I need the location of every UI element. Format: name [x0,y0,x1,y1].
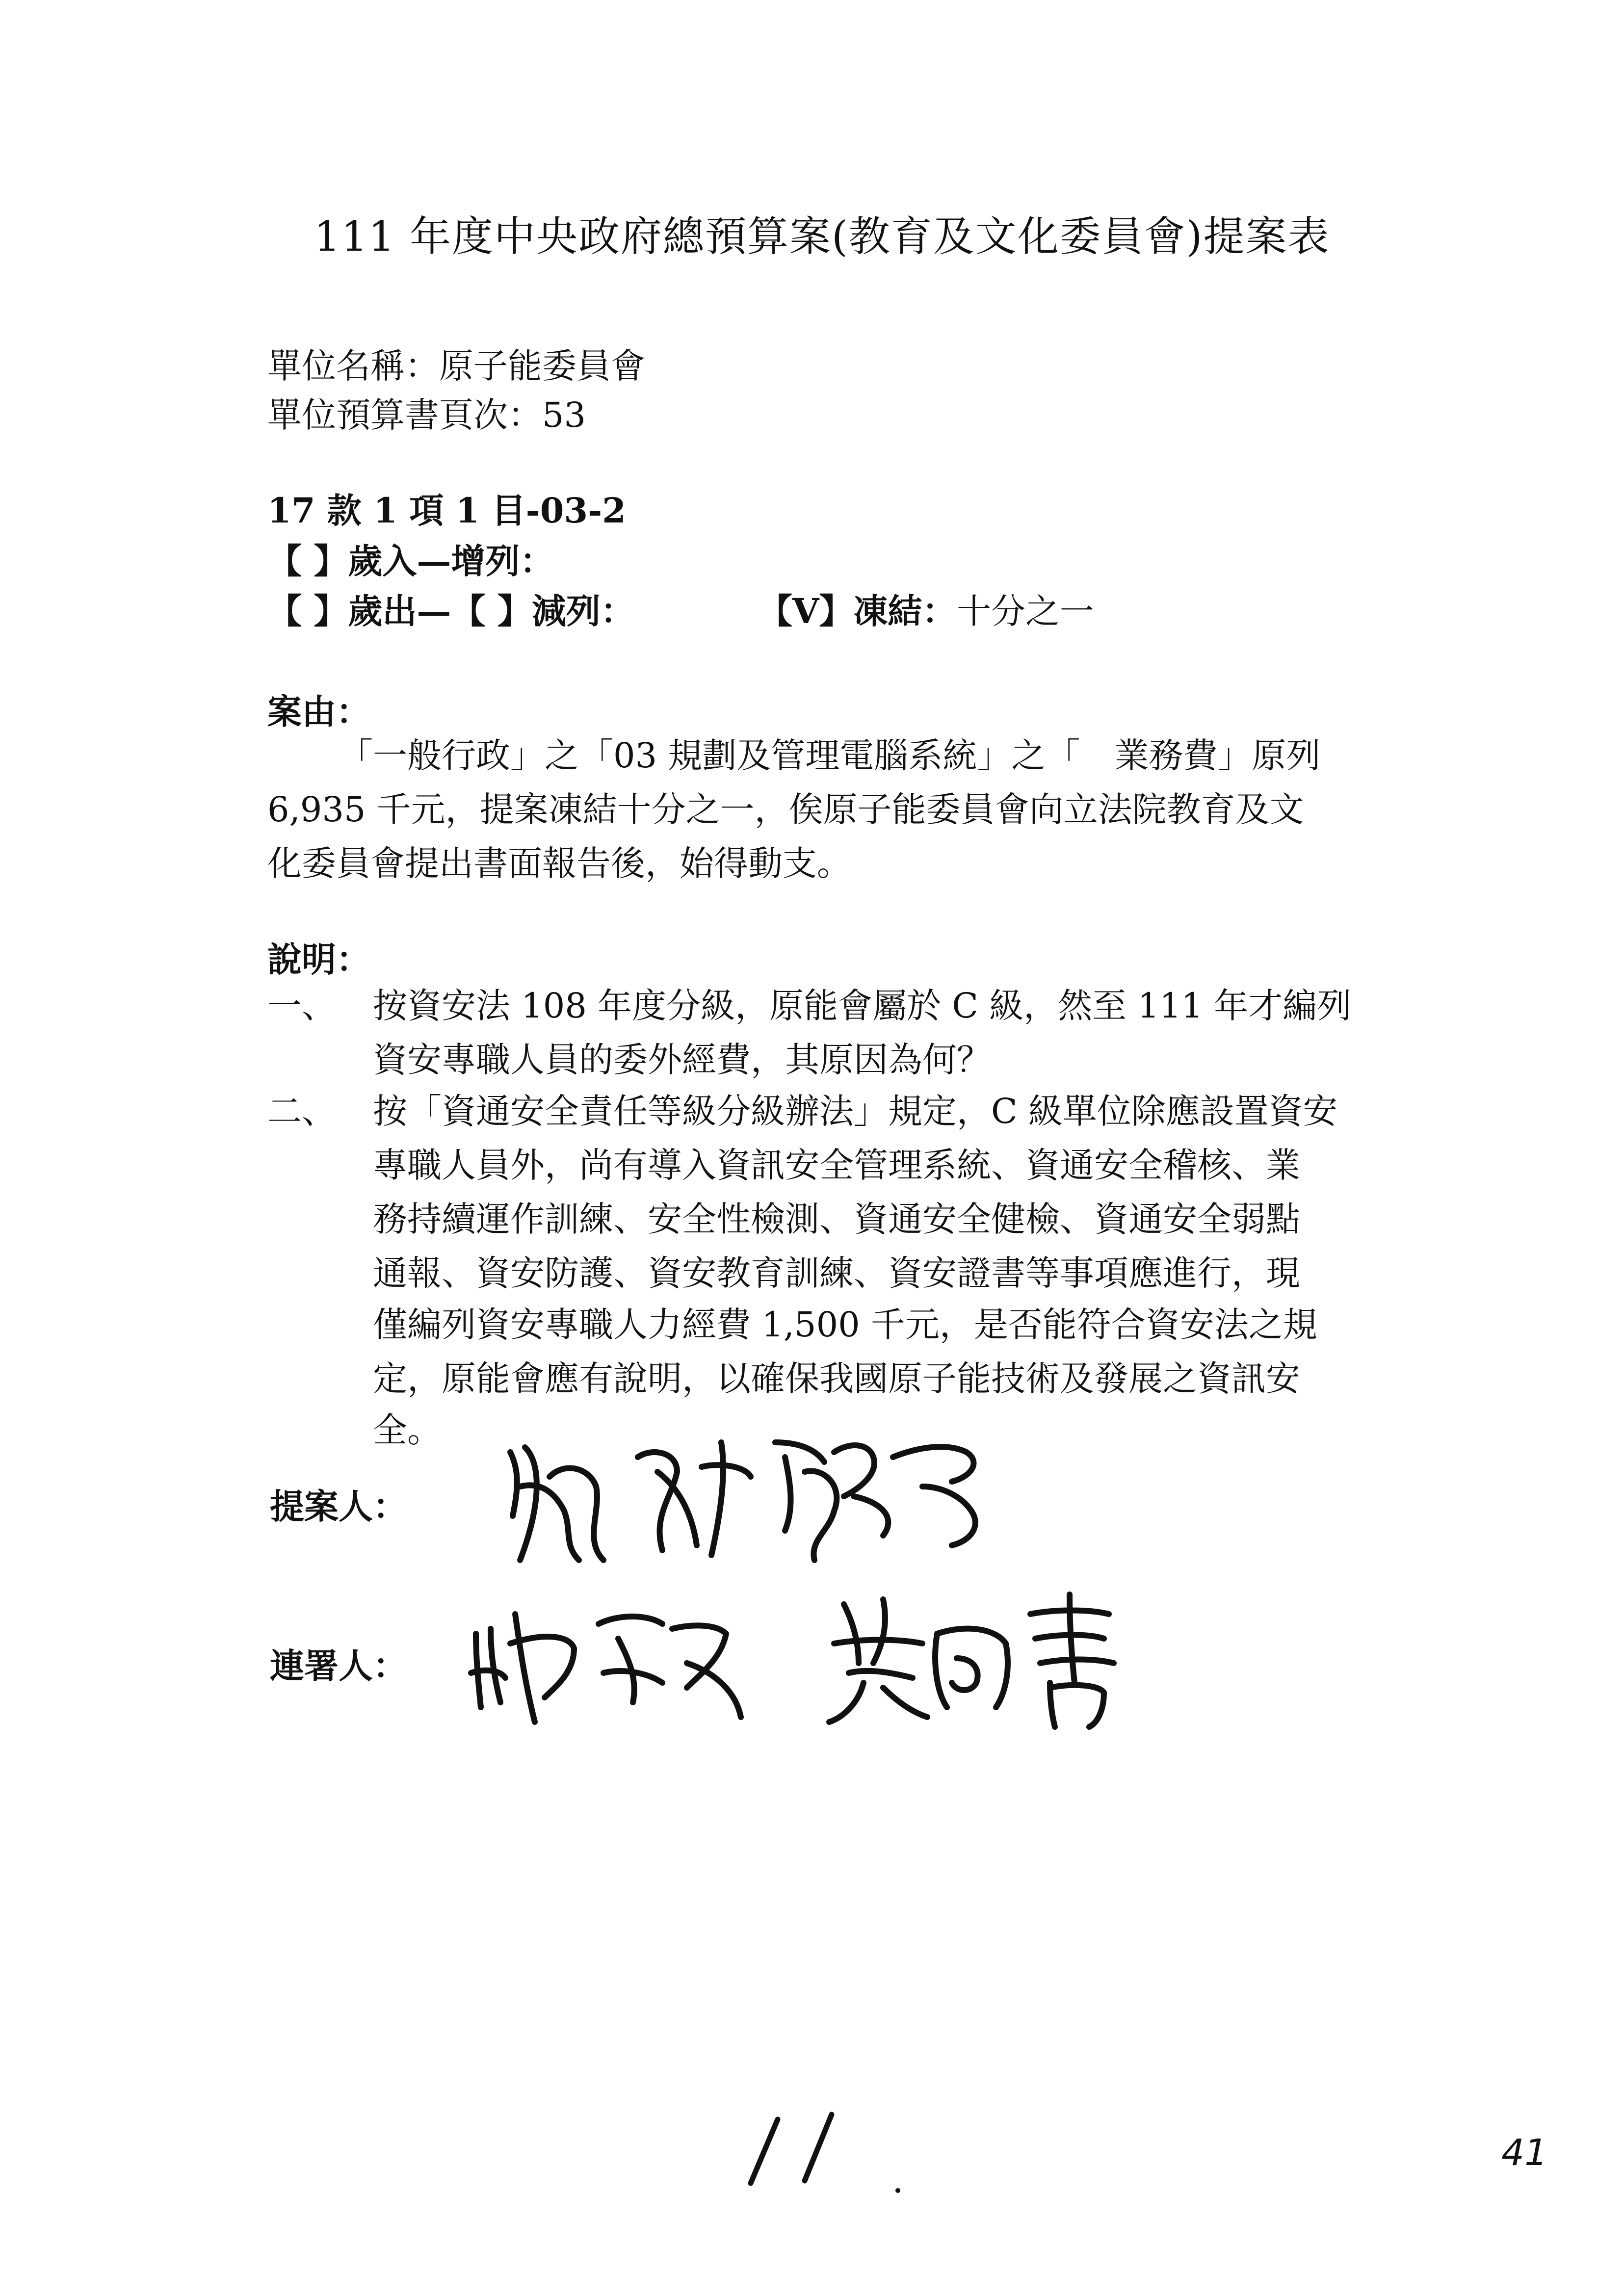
cosigner-label: 連署人： [270,1645,407,1686]
expense-line: 【 】歲出—【 】減列： [267,591,635,631]
reason-line-1: 「一般行政」之「03 規劃及管理電腦系統」之「 業務費」原列 [339,735,1321,776]
proposer-label: 提案人： [270,1486,407,1527]
explanation-2-line-1: 按「資通安全責任等級分級辦法」規定，C 級單位除應設置資安 [373,1091,1337,1131]
reason-line-2: 6,935 千元，提案凍結十分之一，俟原子能委員會向立法院教育及文 [267,789,1304,830]
explanation-1-line-2: 資安專職人員的委外經費，其原因為何？ [373,1040,991,1080]
unit-name: 單位名稱：原子能委員會 [267,346,645,386]
revenue-line: 【 】歲入—增列： [267,541,554,581]
explanation-heading: 說明： [267,939,370,980]
item-code: 17 款 1 項 1 目-03-2 [267,490,626,531]
explanation-1-line-1: 按資安法 108 年度分級，原能會屬於 C 級，然至 111 年才編列 [373,986,1352,1026]
explanation-2-line-6: 定，原能會應有說明，以確保我國原子能技術及發展之資訊安 [373,1358,1300,1399]
unit-budget-page: 單位預算書頁次：53 [267,395,586,435]
cosigner-signatures [442,1575,1227,1781]
explanation-marker-1: 一、 [267,986,336,1026]
explanation-marker-2: 二、 [267,1091,336,1131]
reason-line-3: 化委員會提出書面報告後，始得動支。 [267,843,851,884]
page-number: 41 [1501,2132,1548,2174]
explanation-2-line-2: 專職人員外，尚有導入資訊安全管理系統、資通安全稽核、業 [373,1145,1300,1185]
explanation-2-line-3: 務持續運作訓練、安全性檢測、資通安全健檢、資通安全弱點 [373,1199,1300,1239]
explanation-2-line-4: 通報、資安防護、資安教育訓練、資安證書等事項應進行，現 [373,1253,1300,1293]
freeze-value: 十分之一 [957,591,1094,631]
freeze-label: 【V】凍結： [758,591,957,631]
explanation-2-line-7: 全。 [373,1410,442,1450]
document-title: 111 年度中央政府總預算案(教育及文化委員會)提案表 [314,212,1330,261]
handwritten-number [736,2100,932,2218]
reason-heading: 案由： [267,691,370,732]
explanation-2-line-5: 僅編列資安專職人力經費 1,500 千元，是否能符合資安法之規 [373,1305,1317,1345]
